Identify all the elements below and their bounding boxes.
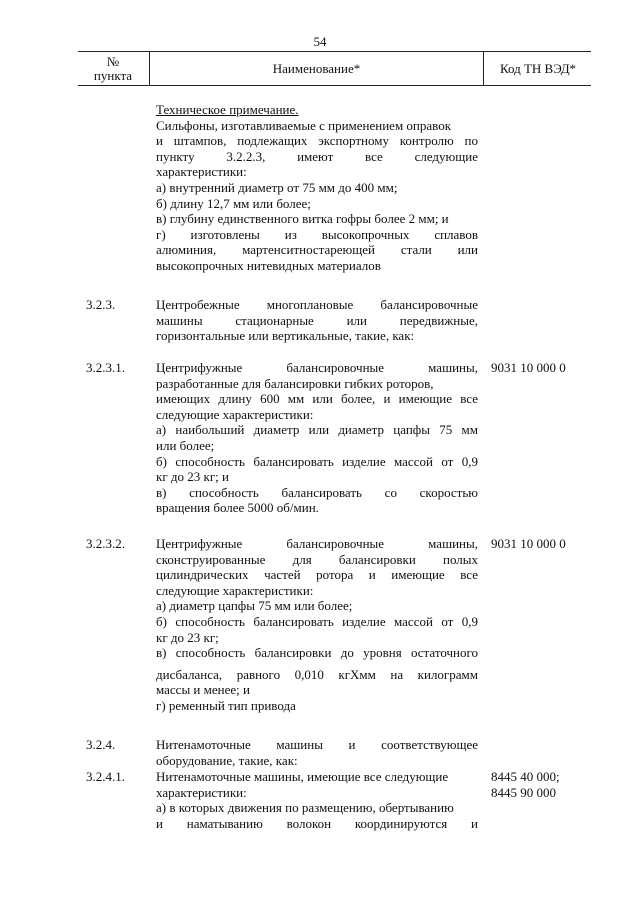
- text-line: имеющих длину 600 мм или более, и имеющие все: [156, 391, 478, 407]
- header-name-column: Наименование*: [149, 52, 483, 85]
- text-line: и штампов, подлежащих экспортному контролю по: [156, 133, 478, 149]
- item-description: [156, 297, 478, 344]
- text-line: характеристики:: [156, 164, 247, 180]
- text-line: следующие характеристики:: [156, 582, 314, 598]
- text-line: а) наибольший диаметр или диаметр цапфы 75 мм: [156, 422, 478, 438]
- item-description: [156, 769, 478, 831]
- text-line: и наматыванию волокон координируются и: [156, 815, 478, 831]
- text-line: г) ременный тип привода: [156, 697, 296, 713]
- text-line: кг до 23 кг; и: [156, 469, 229, 485]
- item-code: 9031 10 000 0: [491, 360, 566, 375]
- header-code-column: Код ТН ВЭД*: [483, 52, 592, 85]
- text-line: а) внутренний диаметр от 75 мм до 400 мм;: [156, 179, 398, 195]
- technical-note-title: Техническое примечание.: [156, 102, 299, 117]
- page-number: 54: [313, 34, 327, 49]
- item-description: [156, 737, 478, 768]
- item-number: 3.2.3.2.: [86, 536, 125, 551]
- text-line: Центрифужные балансировочные машины,: [156, 360, 478, 375]
- text-line: Нитенамоточные машины, имеющие все следующие: [156, 769, 449, 784]
- text-line: горизонтальные или вертикальные, такие, как:: [156, 328, 415, 344]
- header-number-label: пункта: [93, 67, 133, 83]
- text-line: дисбаланса, равного 0,010 кгХмм на килограмм: [156, 666, 478, 682]
- text-line: кг до 23 кг;: [156, 629, 219, 645]
- text-line: оборудование, такие, как:: [156, 752, 298, 768]
- text-line: алюминия, мартенситностареющей стали или: [156, 242, 478, 258]
- text-line: а) диаметр цапфы 75 мм или более;: [156, 598, 353, 614]
- text-line: б) длину 12,7 мм или более;: [156, 195, 311, 211]
- text-line: или более;: [156, 437, 215, 453]
- text-line: б) способность балансировать изделие массой от 0,9: [156, 453, 478, 469]
- header-number-label: №: [106, 53, 120, 69]
- text-line: высокопрочных нитевидных материалов: [156, 257, 381, 273]
- item-number: 3.2.4.: [86, 737, 116, 752]
- item-description: [156, 536, 478, 714]
- table-header: [78, 51, 591, 86]
- item-number: 3.2.3.: [86, 297, 116, 312]
- text-line: Центрифужные балансировочные машины,: [156, 536, 478, 551]
- text-line: пункту 3.2.2.3, имеют все следующие: [156, 148, 478, 164]
- text-line: в) глубину единственного витка гофры более 2 мм; и: [156, 211, 449, 227]
- text-line: Сильфоны, изготавливаемые с применением оправок: [156, 117, 452, 133]
- item-code: [491, 769, 560, 800]
- text-line: машины стационарные или передвижные,: [156, 312, 478, 328]
- item-description: [156, 360, 478, 516]
- text-line: в) способность балансировки до уровня остаточного: [156, 645, 478, 661]
- text-line: характеристики:: [156, 784, 247, 800]
- text-line: цилиндрических частей ротора и имеющие все: [156, 567, 478, 583]
- text-line: а) в которых движения по размещению, обертыванию: [156, 800, 454, 816]
- text-line: вращения более 5000 об/мин.: [156, 500, 319, 516]
- item-code-line: 8445 90 000: [491, 784, 556, 800]
- text-line: разработанные для балансировки гибких роторов,: [156, 375, 434, 391]
- text-line: массы и менее; и: [156, 682, 250, 698]
- header-number-column: [78, 52, 148, 85]
- item-number: 3.2.4.1.: [86, 769, 125, 784]
- text-line: б) способность балансировать изделие массой от 0,9: [156, 613, 478, 629]
- item-code-line: 8445 40 000;: [491, 769, 560, 784]
- text-line: сконструированные для балансировки полых: [156, 551, 478, 567]
- text-line: г) изготовлены из высокопрочных сплавов: [156, 226, 478, 242]
- text-line: Центробежные многоплановые балансировочные: [156, 297, 478, 312]
- text-line: следующие характеристики:: [156, 406, 314, 422]
- technical-note: [156, 102, 478, 274]
- item-code: 9031 10 000 0: [491, 536, 566, 551]
- text-line: Нитенамоточные машины и соответствующее: [156, 737, 478, 752]
- item-number: 3.2.3.1.: [86, 360, 125, 375]
- text-line: в) способность балансировать со скоростью: [156, 484, 478, 500]
